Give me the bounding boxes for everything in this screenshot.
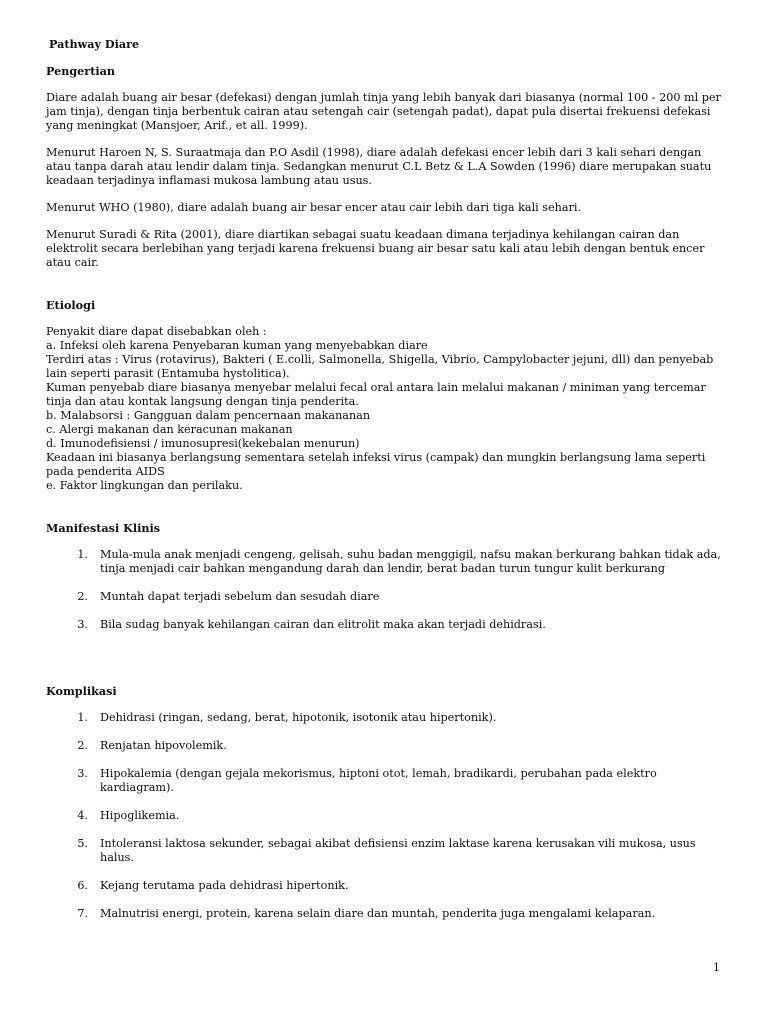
document-title: Pathway Diare (49, 37, 140, 51)
pengertian-paragraph: Menurut WHO (1980), diare adalah buang air besar encer atau cair lebih dari tiga kali sehari. (46, 201, 582, 214)
etiologi-line: b. Malabsorsi : Gangguan dalam pencernaan makananan (46, 409, 371, 422)
list-number: 3. (77, 618, 88, 631)
heading-etiologi: Etiologi (46, 298, 96, 312)
list-text: Muntah dapat terjadi sebelum dan sesudah diare (100, 590, 380, 603)
list-number: 6. (77, 879, 88, 892)
list-number: 4. (77, 809, 88, 822)
list-number: 5. (77, 837, 88, 850)
etiologi-line: Kuman penyebab diare biasanya menyebar melalui fecal oral antara lain melalui makanan / miniman yang tercemar tinja dan atau kontak langsung dengan tinja penderita. (46, 381, 706, 408)
etiologi-line: c. Alergi makanan dan keracunan makanan (46, 423, 293, 436)
list-number: 7. (77, 907, 88, 920)
list-number: 1. (77, 548, 88, 561)
list-text: Malnutrisi energi, protein, karena selain diare dan muntah, penderita juga mengalami kelaparan. (100, 907, 656, 920)
list-text: Dehidrasi (ringan, sedang, berat, hipotonik, isotonik atau hipertonik). (100, 711, 497, 724)
heading-pengertian: Pengertian (46, 64, 115, 78)
etiologi-line: Terdiri atas : Virus (rotavirus), Bakteri ( E.colli, Salmonella, Shigella, Vibrio, Campylobacter jejuni, dll) dan penyebab lain seperti parasit (Entamuba hystolitica). (46, 353, 714, 380)
list-item (46, 907, 726, 921)
list-item (46, 548, 726, 576)
pengertian-paragraph: Menurut Haroen N, S. Suraatmaja dan P.O Asdil (1998), diare adalah defekasi encer lebih dari 3 kali sehari dengan atau tanpa darah atau lendir dalam tinja. Sedangkan menurut C.L Betz & L.A Sowden (1996) diare merupakan suatu keadaan terjadinya inflamasi mukosa lambung atau usus. (46, 146, 712, 187)
list-item (46, 590, 726, 604)
heading-komplikasi: Komplikasi (46, 684, 117, 698)
etiologi-line: a. Infeksi oleh karena Penyebaran kuman yang menyebabkan diare (46, 339, 428, 352)
list-item (46, 837, 726, 865)
list-item (46, 618, 726, 632)
list-item (46, 879, 726, 893)
list-number: 2. (77, 739, 88, 752)
komplikasi-list (46, 711, 726, 921)
list-text: Kejang terutama pada dehidrasi hipertonik. (100, 879, 349, 892)
list-text: Bila sudag banyak kehilangan cairan dan elitrolit maka akan terjadi dehidrasi. (100, 618, 546, 631)
list-item (46, 739, 726, 753)
pengertian-paragraph: Menurut Suradi & Rita (2001), diare diartikan sebagai suatu keadaan dimana terjadinya kehilangan cairan dan elektrolit secara berlebihan yang terjadi karena frekuensi buang air besar satu kali atau lebih dengan bentuk encer atau cair. (46, 228, 705, 269)
list-number: 2. (77, 590, 88, 603)
heading-manifestasi-klinis: Manifestasi Klinis (46, 521, 161, 535)
list-item (46, 809, 726, 823)
list-text: Intoleransi laktosa sekunder, sebagai akibat defisiensi enzim laktase karena kerusakan vili mukosa, usus halus. (100, 837, 696, 864)
etiologi-line: e. Faktor lingkungan dan perilaku. (46, 479, 243, 492)
list-text: Hipoglikemia. (100, 809, 180, 822)
document-body (46, 37, 726, 935)
manifestasi-list (46, 548, 726, 632)
etiologi-line: Keadaan ini biasanya berlangsung sementara setelah infeksi virus (campak) dan mungkin berlangsung lama seperti pada penderita AIDS (46, 451, 706, 478)
etiologi-list (46, 325, 726, 493)
pengertian-paragraph: Diare adalah buang air besar (defekasi) dengan jumlah tinja yang lebih banyak dari biasanya (normal 100 - 200 ml per jam tinja), dengan tinja berbentuk cairan atau setengah cair (setengah padat), dapat pula disertai frekuensi defekasi yang meningkat (Mansjoer, Arif., et all. 1999). (46, 91, 721, 132)
list-item (46, 711, 726, 725)
list-item (46, 767, 726, 795)
list-text: Mula-mula anak menjadi cengeng, gelisah, suhu badan menggigil, nafsu makan berkurang bahkan tidak ada, tinja menjadi cair bahkan mengandung darah dan lendir, berat badan turun tungur kulit berkurang (100, 548, 721, 575)
etiologi-line: Penyakit diare dapat disebabkan oleh : (46, 325, 267, 338)
page-number: 1 (713, 961, 720, 974)
list-text: Hipokalemia (dengan gejala mekorismus, hiptoni otot, lemah, bradikardi, perubahan pada elektro kardiagram). (100, 767, 657, 794)
list-number: 1. (77, 711, 88, 724)
list-text: Renjatan hipovolemik. (100, 739, 227, 752)
etiologi-line: d. Imunodefisiensi / imunosupresi(kekebalan menurun) (46, 437, 360, 450)
list-number: 3. (77, 767, 88, 780)
